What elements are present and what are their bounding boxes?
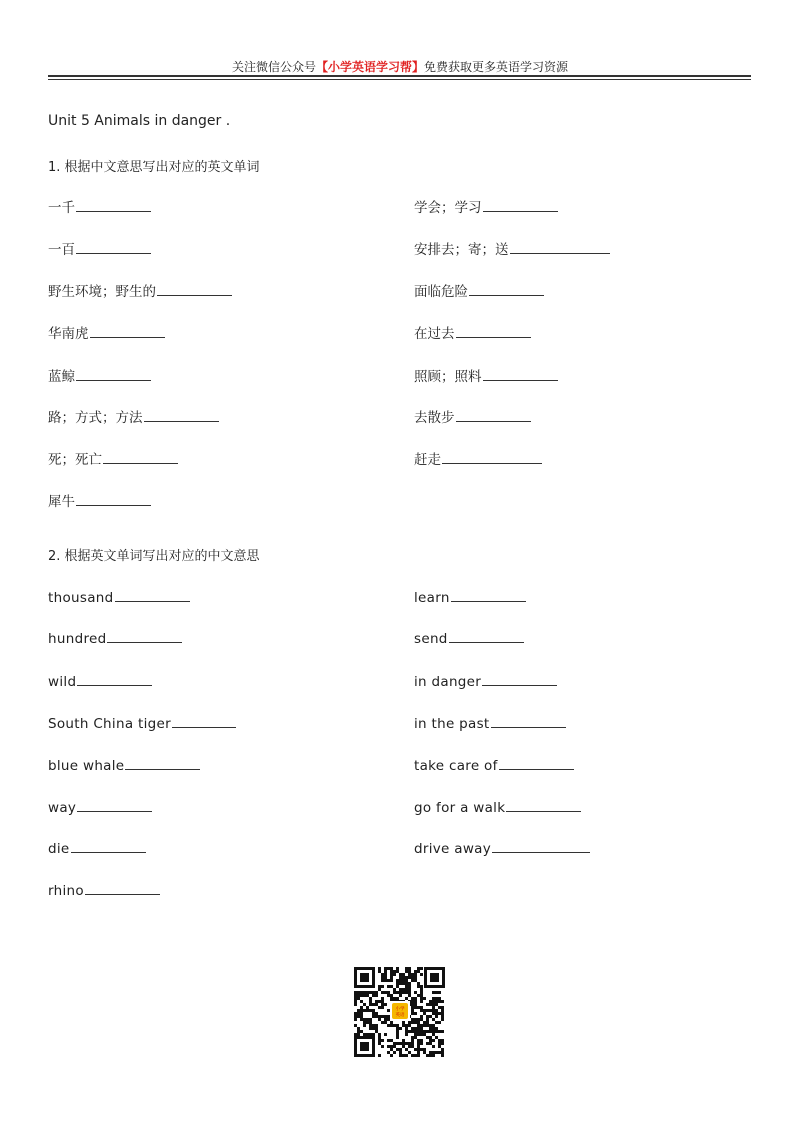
list-item xyxy=(48,797,152,817)
item-label: hundred xyxy=(48,631,107,647)
list-item xyxy=(48,713,236,733)
item-label: 死；死亡 xyxy=(48,452,102,468)
item-label: go for a walk xyxy=(414,800,506,816)
list-item xyxy=(414,239,610,259)
item-label: 学会；学习 xyxy=(414,200,482,216)
answer-blank[interactable] xyxy=(469,281,544,296)
list-item xyxy=(48,587,190,607)
item-label: South China tiger xyxy=(48,716,171,732)
list-item xyxy=(414,197,558,217)
answer-blank[interactable] xyxy=(77,797,152,812)
item-label: 路；方式；方法 xyxy=(48,410,143,426)
answer-blank[interactable] xyxy=(144,407,219,422)
list-item xyxy=(414,838,590,858)
answer-blank[interactable] xyxy=(125,755,200,770)
answer-blank[interactable] xyxy=(172,713,236,728)
list-item xyxy=(48,755,200,775)
list-item xyxy=(414,671,557,691)
answer-blank[interactable] xyxy=(85,880,160,895)
answer-blank[interactable] xyxy=(451,587,526,602)
answer-blank[interactable] xyxy=(103,449,178,464)
unit-title: Unit 5 Animals in danger . xyxy=(48,113,231,129)
list-item xyxy=(414,366,558,386)
item-label: die xyxy=(48,841,70,857)
answer-blank[interactable] xyxy=(482,671,557,686)
list-item xyxy=(414,323,531,343)
header-text-post: 免费获取更多英语学习资源 xyxy=(424,60,569,74)
item-label: send xyxy=(414,631,448,647)
list-item xyxy=(48,366,151,386)
answer-blank[interactable] xyxy=(506,797,581,812)
answer-blank[interactable] xyxy=(456,407,531,422)
item-label: 野生环境；野生的 xyxy=(48,284,156,300)
item-label: 去散步 xyxy=(414,410,455,426)
item-label: 一千 xyxy=(48,200,75,216)
item-label: 安排去；寄；送 xyxy=(414,242,509,258)
list-item xyxy=(414,587,526,607)
list-item xyxy=(48,239,151,259)
item-label: drive away xyxy=(414,841,492,857)
item-label: learn xyxy=(414,590,450,606)
header-rule-thick xyxy=(48,75,751,77)
list-item xyxy=(48,197,151,217)
item-label: 蓝鲸 xyxy=(48,369,75,385)
item-label: 面临危险 xyxy=(414,284,468,300)
section-1-heading: 1. 根据中文意思写出对应的英文单词 xyxy=(48,160,260,175)
answer-blank[interactable] xyxy=(510,239,610,254)
list-item xyxy=(414,755,574,775)
item-label: 在过去 xyxy=(414,326,455,342)
item-label: blue whale xyxy=(48,758,125,774)
answer-blank[interactable] xyxy=(449,628,524,643)
list-item xyxy=(414,281,544,301)
item-label: in the past xyxy=(414,716,490,732)
answer-blank[interactable] xyxy=(76,366,151,381)
qr-code-icon xyxy=(353,966,446,1058)
answer-blank[interactable] xyxy=(77,671,152,686)
answer-blank[interactable] xyxy=(107,628,182,643)
list-item xyxy=(48,449,178,469)
item-label: 照顾；照料 xyxy=(414,369,482,385)
list-item xyxy=(48,838,146,858)
item-label: 犀牛 xyxy=(48,494,75,510)
answer-blank[interactable] xyxy=(76,239,151,254)
svg-text:小学: 小学 xyxy=(395,1007,405,1012)
answer-blank[interactable] xyxy=(499,755,574,770)
answer-blank[interactable] xyxy=(492,838,590,853)
item-label: 华南虎 xyxy=(48,326,89,342)
answer-blank[interactable] xyxy=(76,197,151,212)
answer-blank[interactable] xyxy=(157,281,232,296)
item-label: thousand xyxy=(48,590,114,606)
answer-blank[interactable] xyxy=(115,587,190,602)
answer-blank[interactable] xyxy=(76,491,151,506)
list-item xyxy=(414,407,531,427)
list-item xyxy=(48,407,219,427)
list-item xyxy=(414,797,581,817)
section-2-heading: 2. 根据英文单词写出对应的中文意思 xyxy=(48,549,260,564)
list-item xyxy=(48,880,160,900)
list-item xyxy=(48,281,232,301)
list-item xyxy=(414,713,566,733)
answer-blank[interactable] xyxy=(456,323,531,338)
list-item xyxy=(414,628,524,648)
answer-blank[interactable] xyxy=(90,323,165,338)
list-item xyxy=(414,449,542,469)
svg-text:英语: 英语 xyxy=(395,1013,405,1018)
item-label: wild xyxy=(48,674,77,690)
answer-blank[interactable] xyxy=(442,449,542,464)
item-label: way xyxy=(48,800,77,816)
item-label: 赶走 xyxy=(414,452,441,468)
list-item xyxy=(48,628,182,648)
header-text-pre: 关注微信公众号 xyxy=(231,60,316,74)
answer-blank[interactable] xyxy=(71,838,146,853)
item-label: 一百 xyxy=(48,242,75,258)
list-item xyxy=(48,671,152,691)
answer-blank[interactable] xyxy=(483,366,558,381)
item-label: rhino xyxy=(48,883,84,899)
answer-blank[interactable] xyxy=(483,197,558,212)
answer-blank[interactable] xyxy=(491,713,566,728)
page-header xyxy=(0,58,800,75)
item-label: take care of xyxy=(414,758,498,774)
list-item xyxy=(48,491,151,511)
list-item xyxy=(48,323,165,343)
item-label: in danger xyxy=(414,674,482,690)
header-highlight: 【小学英语学习帮】 xyxy=(315,60,424,74)
header-rule-thin xyxy=(48,79,751,80)
